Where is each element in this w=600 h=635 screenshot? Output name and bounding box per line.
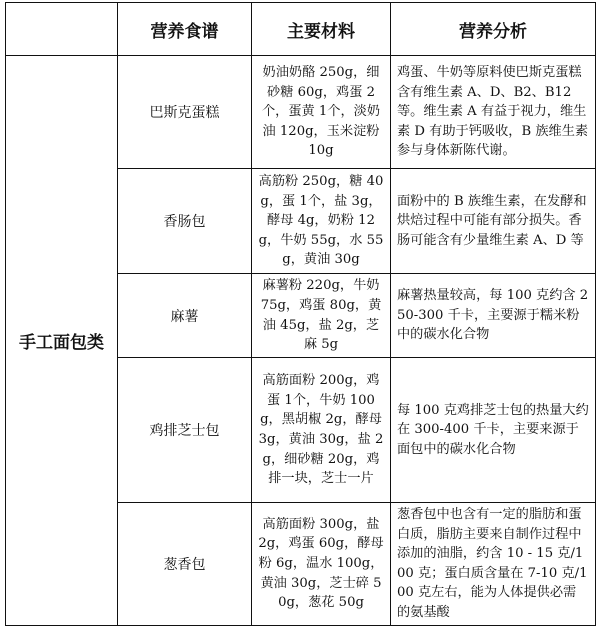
recipe-name: 麻薯	[118, 274, 252, 358]
header-recipe: 营养食谱	[118, 3, 252, 56]
recipe-analysis: 每 100 克鸡排芝士包的热量大约在 300-400 千卡，主要来源于面包中的碳水化合物	[391, 358, 596, 503]
recipe-name: 巴斯克蛋糕	[118, 56, 252, 169]
header-materials: 主要材料	[252, 3, 391, 56]
header-blank-cell	[6, 3, 118, 56]
recipe-analysis: 葱香包中也含有一定的脂肪和蛋白质，脂肪主要来自制作过程中添加的油脂，约含 10 - 15 克/100 克；蛋白质含量在 7-10 克/100 克左右，能为人体提供必需的氨基酸	[391, 503, 596, 626]
recipe-materials: 麻薯粉 220g，牛奶 75g，鸡蛋 80g，黄油 45g，盐 2g，芝麻 5g	[252, 274, 391, 358]
recipe-materials: 高筋粉 250g，糖 40g，蛋 1个，盐 3g，酵母 4g，奶粉 12g，牛奶 55g，水 55g，黄油 30g	[252, 169, 391, 274]
recipe-analysis: 面粉中的 B 族维生素，在发酵和烘焙过程中可能有部分损失。香肠可能含有少量维生素 A、D 等	[391, 169, 596, 274]
table-row	[6, 56, 596, 169]
recipe-name: 鸡排芝士包	[118, 358, 252, 503]
category-cell: 手工面包类	[6, 56, 118, 626]
recipe-materials: 奶油奶酪 250g，细砂糖 60g，鸡蛋 2个，蛋黄 1个，淡奶油 120g，玉米淀粉 10g	[252, 56, 391, 169]
recipe-analysis: 麻薯热量较高，每 100 克约含 250-300 千卡，主要源于糯米粉中的碳水化合物	[391, 274, 596, 358]
recipe-materials: 高筋面粉 200g，鸡蛋 1个，牛奶 100g，黑胡椒 2g，酵母 3g，黄油 30g，盐 2g，细砂糖 20g，鸡排一块，芝士一片	[252, 358, 391, 503]
recipe-materials: 高筋面粉 300g，盐 2g，鸡蛋 60g，酵母粉 6g，温水 100g，黄油 30g，芝士碎 50g，葱花 50g	[252, 503, 391, 626]
header-analysis: 营养分析	[391, 3, 596, 56]
recipe-name: 香肠包	[118, 169, 252, 274]
recipe-analysis: 鸡蛋、牛奶等原料使巴斯克蛋糕含有维生素 A、D、B2、B12 等。维生素 A 有益于视力，维生素 D 有助于钙吸收，B 族维生素参与身体新陈代谢。	[391, 56, 596, 169]
recipe-name: 葱香包	[118, 503, 252, 626]
nutrition-table	[5, 2, 596, 626]
header-row	[6, 3, 596, 56]
